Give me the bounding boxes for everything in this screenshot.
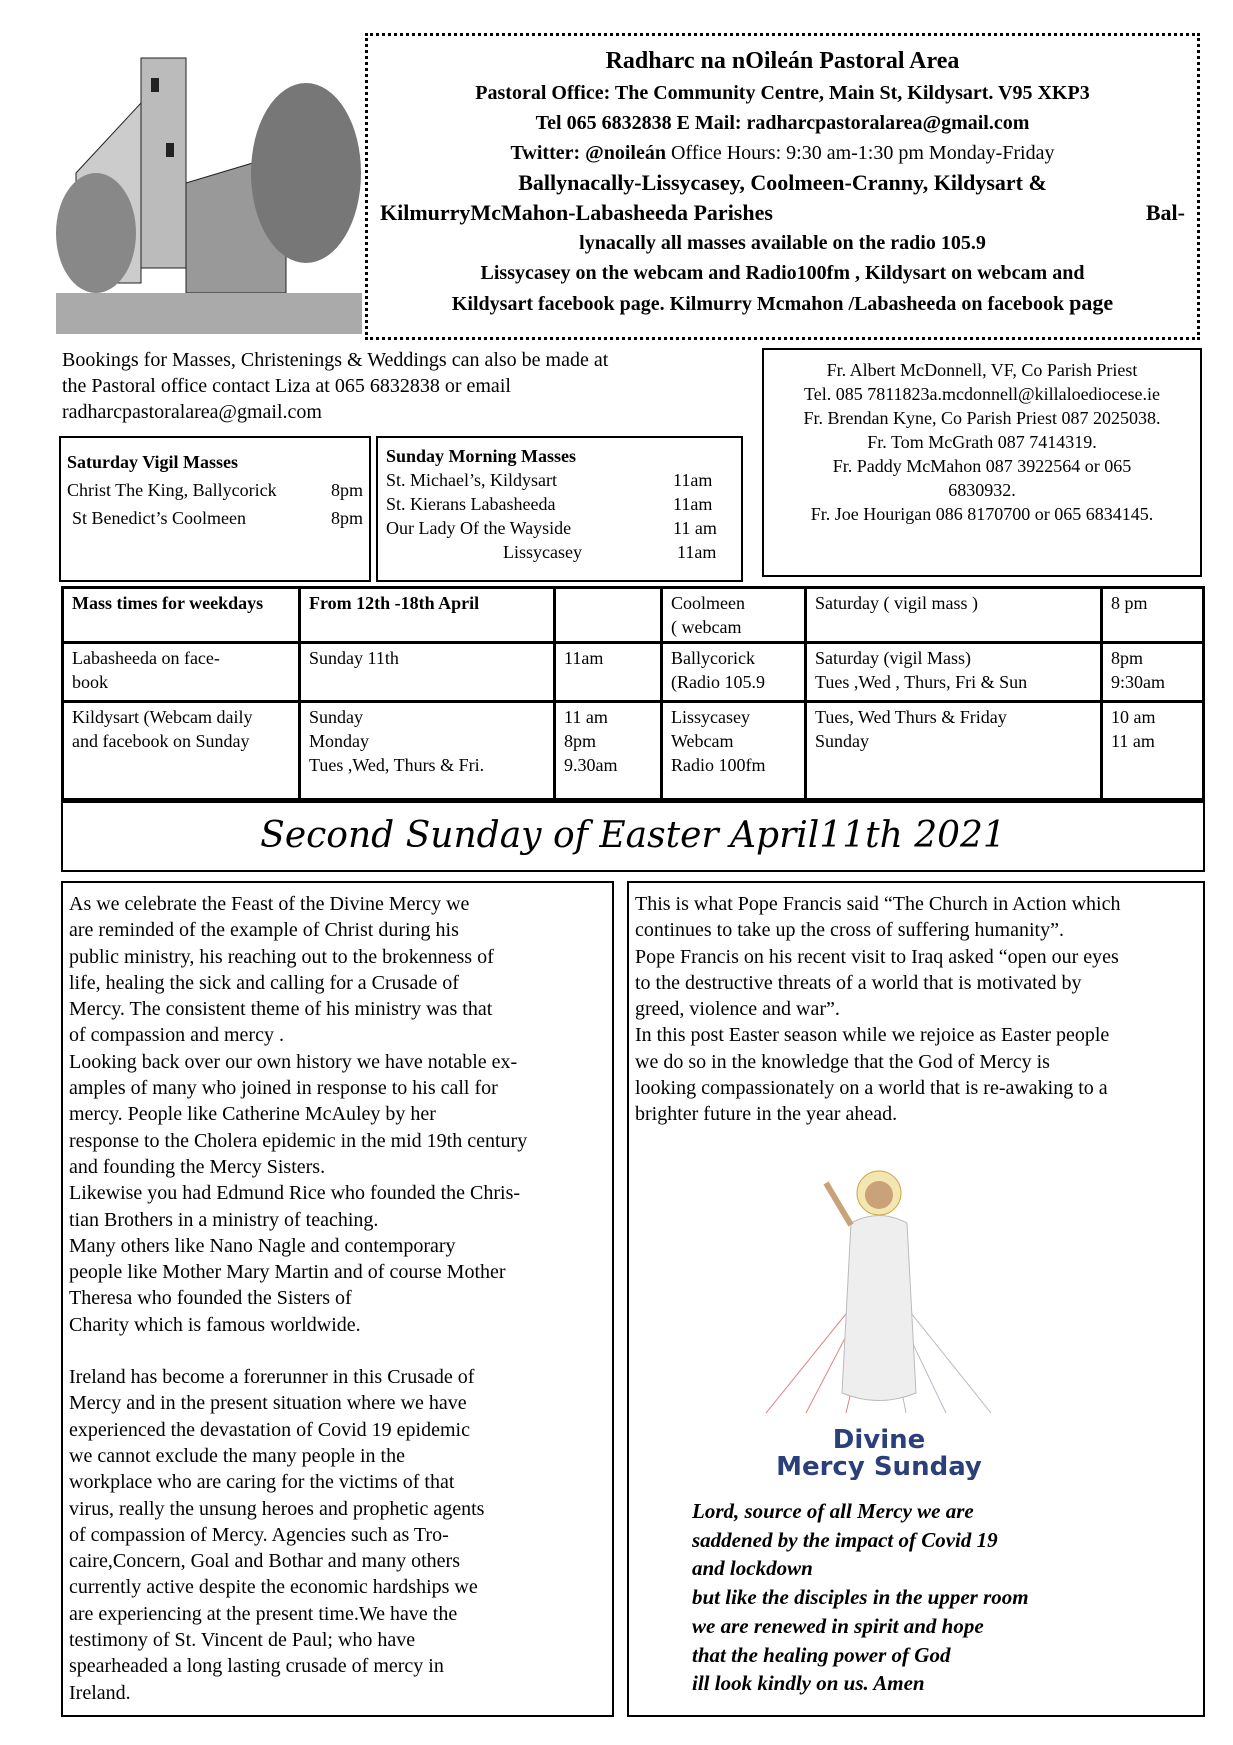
priest-line: Fr. Joe Hourigan 086 8170700 or 065 6834145. (810, 504, 1154, 524)
sunday-place: St. Kierans Labasheeda (386, 494, 556, 514)
article-line: are reminded of the example of Christ during his (69, 919, 459, 942)
priests-contact-box (762, 348, 1202, 577)
vigil-time: 8pm (330, 508, 363, 528)
issue-title-text: Second Sunday of Easter April11th 2021 (260, 814, 1006, 856)
sunday-title: Sunday Morning Masses (386, 446, 577, 466)
twitter-handle: Twitter: @noileán (510, 142, 666, 164)
article-line: tian Brothers in a ministry of teaching. (69, 1208, 379, 1231)
article-line: response to the Cholera epidemic in the mid 19th century (69, 1129, 528, 1152)
article-line: mercy. People like Catherine McAuley by her (69, 1103, 436, 1126)
prayer-line: ill look kindly on us. Amen (692, 1671, 925, 1696)
article-line: currently active despite the economic hardships we (69, 1576, 478, 1599)
table-cell: 10 am 11 am (1102, 702, 1204, 802)
sunday-masses-box (376, 436, 743, 582)
article-line: This is what Pope Francis said “The Church in Action which (635, 893, 1121, 915)
table-cell: Labasheeda on face- book (63, 643, 300, 702)
article-line: and founding the Mercy Sisters. (69, 1155, 326, 1178)
prayer-line: we are renewed in spirit and hope (692, 1613, 984, 1638)
table-cell: Lissycasey Webcam Radio 100fm (662, 702, 806, 802)
article-line: life, healing the sick and calling for a Crusade of (69, 971, 459, 994)
table-cell: 8pm 9:30am (1102, 643, 1204, 702)
article-line: Charity which is famous worldwide. (69, 1313, 361, 1336)
pastoral-area-header (365, 33, 1200, 340)
priest-line: Fr. Paddy McMahon 087 3922564 or 065 (832, 456, 1132, 476)
divine-mercy-image (746, 1163, 1013, 1480)
mercy-sunday-label: Mercy Sunday (776, 1452, 982, 1480)
table-cell: Sunday Monday Tues ,Wed, Thurs & Fri. (300, 702, 555, 802)
office-hours: Office Hours: 9:30 am-1:30 pm Monday-Friday (670, 142, 1055, 164)
table-cell: Coolmeen ( webcam (662, 588, 806, 643)
issue-title (61, 798, 1205, 872)
table-cell: From 12th -18th April (300, 588, 555, 643)
table-cell: 8 pm (1102, 588, 1204, 643)
sunday-time: 11am (677, 542, 717, 562)
prayer-line: saddened by the impact of Covid 19 (692, 1527, 998, 1552)
article-line: caire,Concern, Goal and Bothar and many others (69, 1550, 460, 1573)
article-line: we cannot exclude the many people in the (69, 1444, 405, 1467)
table-cell: Tues, Wed Thurs & Friday Sunday (806, 702, 1102, 802)
bookings-line: the Pastoral office contact Liza at 065 6832838 or email (62, 375, 511, 397)
vigil-place: Christ The King, Ballycorick (67, 480, 277, 500)
article-line: continues to take up the cross of suffering humanity”. (635, 919, 1064, 942)
article-line: of compassion of Mercy. Agencies such as Tro- (69, 1523, 449, 1546)
article-line: workplace who are caring for the victims of that (69, 1471, 455, 1494)
article-line (69, 1338, 606, 1364)
article-line: spearheaded a long lasting crusade of mercy in (69, 1655, 444, 1678)
article-line: testimony of St. Vincent de Paul; who have (69, 1629, 416, 1652)
article-line: Mercy. The consistent theme of his ministry was that (69, 998, 493, 1021)
prayer (692, 1497, 1112, 1698)
article-line: looking compassionately on a world that is re-awaking to a (635, 1077, 1108, 1100)
article-line: In this post Easter season while we rejoice as Easter people (635, 1024, 1110, 1047)
prayer-line: but like the disciples in the upper room (692, 1585, 1029, 1610)
sunday-time: 11am (673, 494, 713, 514)
table-row (63, 643, 1204, 702)
office-address: Pastoral Office: The Community Centre, Main St, Kildysart. V95 XKP3 (475, 82, 1090, 104)
radio-info: lynacally all masses available on the radio 105.9 (579, 232, 986, 254)
article-line: we do so in the knowledge that the God of Mercy is (635, 1050, 1050, 1073)
sunday-time: 11 am (673, 518, 717, 538)
parishes-line-1: Ballynacally-Lissycasey, Coolmeen-Cranny, Kildysart & (518, 170, 1047, 195)
parishes-line-2: KilmurryMcMahon-Labasheeda Parishes (380, 200, 773, 225)
article-line: Many others like Nano Nagle and contemporary (69, 1234, 456, 1257)
prayer-line: and lockdown (692, 1556, 813, 1581)
sunday-place: Our Lady Of the Wayside (386, 518, 572, 538)
vigil-title: Saturday Vigil Masses (67, 452, 239, 472)
church-ruin-sketch-image (56, 33, 362, 334)
table-cell: 11am (555, 643, 662, 702)
article-line: virus, really the unsung heroes and prophetic agents (69, 1497, 485, 1520)
article-line: Likewise you had Edmund Rice who founded the Chris- (69, 1182, 521, 1205)
article-line: Ireland. (69, 1681, 131, 1704)
priest-line: Tel. 085 7811823a.mcdonnell@killaloediocese.ie (803, 384, 1161, 404)
article-line: amples of many who joined in response to his call for (69, 1077, 498, 1100)
saturday-vigil-box (59, 436, 371, 582)
article-line: experienced the devastation of Covid 19 epidemic (69, 1418, 470, 1441)
article-line: greed, violence and war”. (635, 998, 840, 1021)
facebook-info-end: page (1069, 290, 1114, 315)
priest-line: 6830932. (948, 480, 1016, 500)
contact-line: Tel 065 6832838 E Mail: radharcpastoralarea@gmail.com (535, 112, 1030, 134)
table-cell: Sunday 11th (300, 643, 555, 702)
facebook-info: Kildysart facebook page. Kilmurry Mcmahon /Labasheeda on facebook (451, 293, 1065, 315)
article-line: public ministry, his reaching out to the brokenness of (69, 945, 494, 968)
article-line: Mercy and in the present situation where we have (69, 1392, 467, 1415)
priest-line: Fr. Albert McDonnell, VF, Co Parish Priest (826, 360, 1138, 380)
sunday-place: St. Michael’s, Kildysart (386, 470, 557, 490)
divine-mercy-article (61, 881, 614, 1717)
table-row (63, 588, 1204, 643)
article-line: are experiencing at the present time.We have the (69, 1602, 458, 1625)
bal-hyphen: Bal- (1145, 200, 1185, 225)
table-cell: Saturday (vigil Mass) Tues ,Wed , Thurs, Fri & Sun (806, 643, 1102, 702)
vigil-place: St Benedict’s Coolmeen (72, 508, 246, 528)
sunday-time: 11am (673, 470, 713, 490)
weekday-mass-times-table (61, 586, 1205, 803)
article-line: Looking back over our own history we have notable ex- (69, 1050, 518, 1073)
table-cell (555, 588, 662, 643)
table-cell: Saturday ( vigil mass ) (806, 588, 1102, 643)
table-cell: Ballycorick (Radio 105.9 (662, 643, 806, 702)
bookings-info (62, 347, 722, 425)
prayer-line: that the healing power of God (692, 1642, 951, 1667)
article-line: to the destructive threats of a world that is motivated by (635, 971, 1082, 994)
article-line: Theresa who founded the Sisters of (69, 1287, 352, 1310)
priest-line: Fr. Tom McGrath 087 7414319. (867, 432, 1097, 452)
bookings-line: radharcpastoralarea@gmail.com (62, 401, 322, 423)
vigil-time: 8pm (330, 480, 363, 500)
table-cell: 11 am 8pm 9.30am (555, 702, 662, 802)
pastoral-area-title: Radharc na nOileán Pastoral Area (605, 48, 960, 74)
sunday-place: Lissycasey (503, 542, 582, 562)
article-line: Pope Francis on his recent visit to Iraq asked “open our eyes (635, 945, 1119, 968)
article-line: of compassion and mercy . (69, 1024, 284, 1047)
table-row (63, 702, 1204, 802)
priest-line: Fr. Brendan Kyne, Co Parish Priest 087 2025038. (803, 408, 1161, 428)
bookings-line: Bookings for Masses, Christenings & Weddings can also be made at (62, 349, 609, 371)
article-line: As we celebrate the Feast of the Divine Mercy we (69, 893, 470, 915)
prayer-line: Lord, source of all Mercy we are (692, 1499, 974, 1523)
article-line: Ireland has become a forerunner in this Crusade of (69, 1366, 475, 1389)
article-line: people like Mother Mary Martin and of course Mother (69, 1261, 506, 1284)
table-cell: Kildysart (Webcam daily and facebook on Sunday (63, 702, 300, 802)
divine-label: Divine (832, 1425, 926, 1455)
table-cell: Mass times for weekdays (63, 588, 300, 643)
article-line: brighter future in the year ahead. (635, 1103, 898, 1126)
webcam-info: Lissycasey on the webcam and Radio100fm , Kildysart on webcam and (480, 262, 1085, 284)
